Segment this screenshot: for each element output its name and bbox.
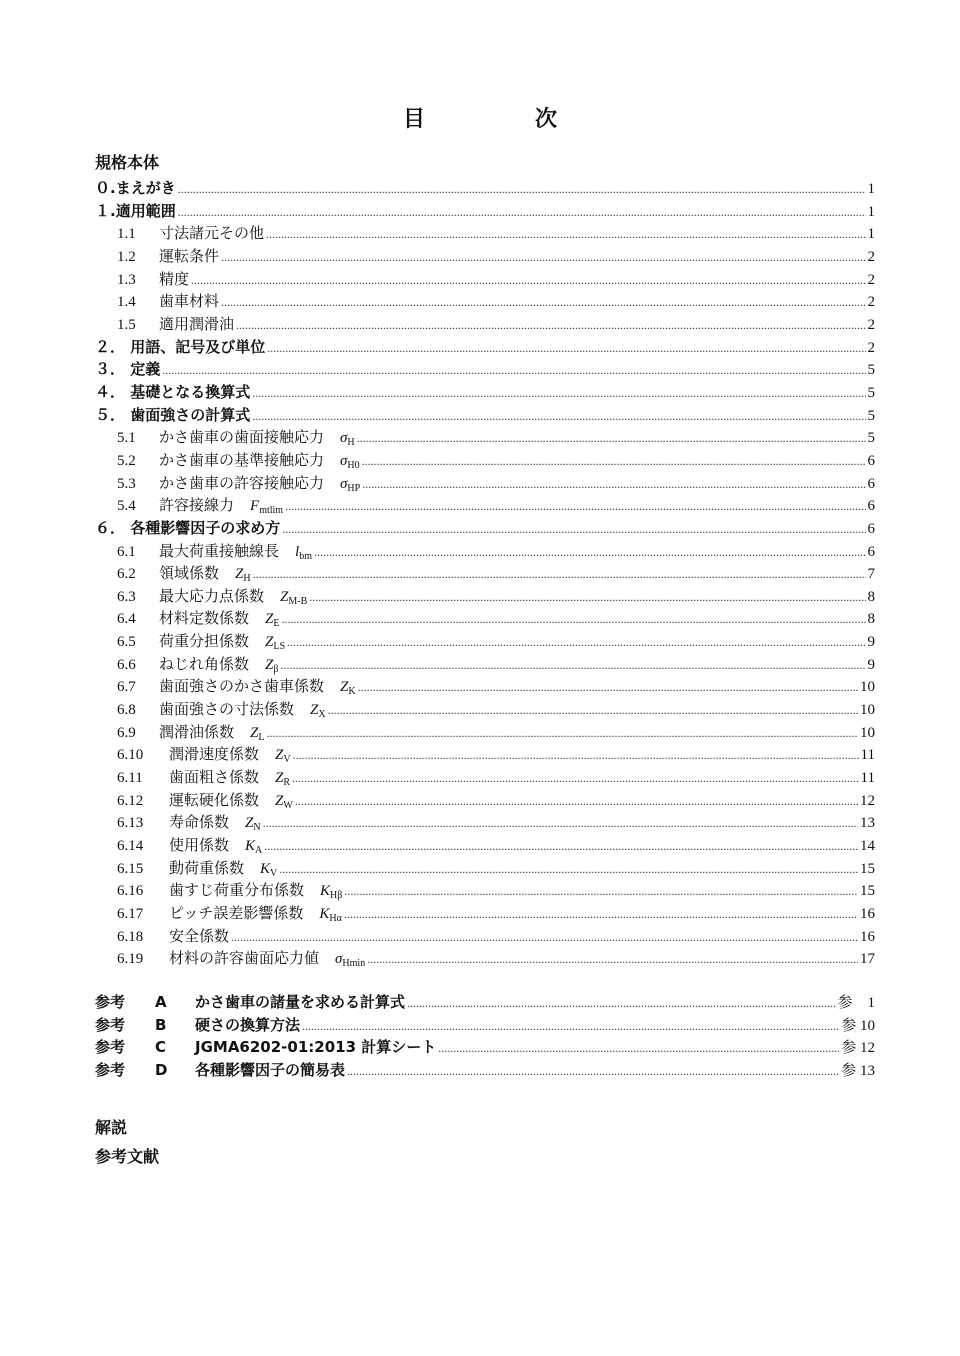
leader-dots <box>295 790 858 813</box>
toc-entry <box>95 177 875 200</box>
toc-entry <box>95 222 875 245</box>
annex-page-number: 参 12 <box>841 1040 875 1057</box>
leader-dots <box>252 382 865 405</box>
annex-entry-label <box>95 1036 436 1059</box>
symbol-subscript: HP <box>347 482 361 494</box>
toc-entry-number: 5.2 <box>117 452 136 469</box>
toc-entry-number: 1.4 <box>117 294 136 311</box>
toc-entry-title: 歯車材料 <box>159 292 220 311</box>
leader-dots <box>357 427 866 450</box>
toc-page-number: 6 <box>867 498 875 515</box>
toc-entry <box>95 766 875 789</box>
annex-page-number: 参 1 <box>837 995 875 1011</box>
toc-entry-label <box>95 245 219 269</box>
symbol-subscript: bm <box>299 550 312 562</box>
toc-page-number: 6 <box>867 475 875 492</box>
leader-dots <box>314 541 866 564</box>
toc-entry-number: 6.2 <box>117 566 136 583</box>
toc-entry-title: 歯面強さの寸法係数 <box>159 700 295 719</box>
symbol-letter: K <box>260 860 271 877</box>
toc-page-number: 2 <box>867 294 875 311</box>
toc-entry-number: 6.15 <box>117 860 144 877</box>
toc-entry <box>95 472 875 495</box>
leader-dots <box>293 744 859 767</box>
toc-entry <box>95 540 875 563</box>
toc-page-number: 11 <box>860 747 875 764</box>
toc-entry-label: ３． 定義 <box>95 360 161 379</box>
toc-entry-symbol <box>260 861 277 877</box>
toc-page-number: 17 <box>860 951 875 968</box>
toc-page-number: 15 <box>860 883 875 900</box>
leader-dots <box>282 518 865 541</box>
symbol-subscript: H <box>347 437 355 449</box>
symbol-subscript: L <box>258 731 265 743</box>
toc-page-number: 6 <box>867 452 875 469</box>
toc-page-number: 14 <box>860 838 875 855</box>
toc-page-number: 13 <box>860 815 875 832</box>
leader-dots <box>285 495 865 518</box>
toc-entry <box>95 449 875 472</box>
symbol-letter: σ <box>335 951 343 968</box>
symbol-letter: l <box>295 543 300 560</box>
annex-ref: 参考 <box>95 1060 126 1079</box>
toc-entry-title: 精度 <box>159 269 190 288</box>
toc-entry <box>95 290 875 313</box>
symbol-subscript: M-B <box>288 595 308 607</box>
toc-entry <box>95 857 875 880</box>
toc-entry-number: 6.14 <box>117 838 144 855</box>
toc-entry-label: ６． 各種影響因子の求め方 <box>95 518 281 537</box>
leader-dots <box>328 699 858 722</box>
toc-entry-title: 材料の許容歯面応力値 <box>169 949 320 968</box>
toc-entry <box>95 381 875 404</box>
toc-entry-number: 1.2 <box>117 248 136 265</box>
annex-page-number: 参 10 <box>841 1017 875 1034</box>
leader-dots <box>362 473 865 496</box>
leader-dots <box>178 178 866 201</box>
toc-entry-label: ４． 基礎となる換算式 <box>95 382 251 401</box>
toc-entry <box>95 404 875 427</box>
toc-page-number: 10 <box>860 724 875 741</box>
toc-page-number: 5 <box>867 384 875 401</box>
annex-entry-label <box>95 1014 300 1037</box>
toc-entry-symbol <box>280 589 307 605</box>
symbol-letter: Z <box>340 679 349 696</box>
toc-entry <box>95 789 875 812</box>
leader-dots <box>362 450 866 473</box>
toc-entry <box>95 879 875 902</box>
toc-page-number: 15 <box>860 860 875 877</box>
toc-entry <box>95 834 875 857</box>
toc-page-number: 5 <box>867 362 875 379</box>
leader-dots <box>358 676 858 699</box>
annex-ref: 参考 <box>95 1038 126 1057</box>
symbol-letter: K <box>319 906 330 922</box>
leader-dots <box>221 246 865 269</box>
toc-entry <box>95 517 875 540</box>
leader-dots <box>231 926 858 949</box>
toc-entry-title: 材料定数係数 <box>159 609 250 628</box>
symbol-letter: F <box>250 498 260 515</box>
toc-entry-title: 使用係数 <box>169 836 230 855</box>
annex-title: 各種影響因子の簡易表 <box>195 1060 346 1079</box>
toc-entry-label: ０.まえがき <box>95 179 176 197</box>
annex-title: かさ歯車の諸量を求める計算式 <box>195 993 406 1011</box>
toc-entry-label <box>95 947 365 976</box>
toc-entry-title: 適用潤滑油 <box>159 314 235 333</box>
toc-entry-symbol <box>275 793 293 809</box>
toc-entry-symbol <box>340 430 355 449</box>
toc-page-number: 1 <box>867 203 875 220</box>
toc-entry-number: 1.3 <box>117 271 136 288</box>
toc-entry-number: 6.19 <box>117 951 144 968</box>
toc-entry <box>95 902 875 925</box>
toc-page-number: 2 <box>867 316 875 333</box>
toc-page-number: 6 <box>867 543 875 560</box>
toc-page-number: 8 <box>867 588 875 605</box>
annex-entry <box>95 1036 875 1059</box>
toc-entry-label: ２． 用語、記号及び単位 <box>95 337 266 356</box>
toc-entry-symbol <box>335 951 366 970</box>
symbol-letter: Z <box>275 747 284 764</box>
toc-entry <box>95 313 875 336</box>
annex-ref: 参考 <box>95 993 126 1011</box>
toc-entry-title: 歯面粗さ係数 <box>169 768 260 787</box>
page-title: 目 次 <box>402 107 601 132</box>
leader-dots <box>347 1060 839 1083</box>
section-heading: 規格本体 <box>95 153 160 172</box>
annex-letter: D <box>155 1060 168 1079</box>
toc-entry-symbol <box>310 702 326 721</box>
symbol-letter: Z <box>235 566 244 583</box>
toc-entry-label <box>95 925 229 949</box>
leader-dots <box>279 858 858 881</box>
leader-dots <box>344 880 858 903</box>
symbol-letter: Z <box>265 656 274 673</box>
symbol-subscript: R <box>283 777 291 789</box>
toc-entry-title: ねじれ角係数 <box>159 654 250 673</box>
leader-dots <box>253 563 866 586</box>
toc-entry-number: 6.3 <box>117 588 136 605</box>
toc-entry-symbol <box>265 634 286 653</box>
toc-entry-number: 6.16 <box>117 883 144 900</box>
toc-entry-number: 6.8 <box>117 702 136 719</box>
toc-entry <box>95 925 875 948</box>
annex-title: 硬さの換算方法 <box>195 1015 301 1034</box>
toc-page-number: 10 <box>860 679 875 696</box>
toc-entry-symbol <box>275 770 291 789</box>
annex-title: JGMA6202-01:2013 計算シート <box>195 1038 437 1057</box>
toc-entry-title: 運転条件 <box>159 246 220 265</box>
toc-entry-number: 6.6 <box>117 656 136 673</box>
toc-entry-symbol <box>340 679 356 698</box>
annex-entry-label <box>95 1059 345 1082</box>
toc-page-number: 10 <box>860 702 875 719</box>
toc-page-number: 16 <box>860 928 875 945</box>
toc-entry-symbol <box>340 453 360 469</box>
toc-entry-label <box>95 268 189 292</box>
toc-entry-number: 1.1 <box>117 226 136 243</box>
toc-entry <box>95 721 875 744</box>
toc-page-number: 16 <box>860 906 875 922</box>
toc-page-number: 5 <box>867 407 875 424</box>
toc-page-number: 2 <box>867 271 875 288</box>
toc-entry-title: ピッチ誤差影響係数 <box>169 904 304 922</box>
symbol-letter: Z <box>275 792 284 809</box>
toc-entry-symbol <box>245 815 261 834</box>
toc-entry-title: 歯面強さのかさ歯車係数 <box>159 677 325 696</box>
leader-dots <box>178 201 866 224</box>
symbol-subscript: Hmin <box>342 958 366 970</box>
toc-entry-title: 領域係数 <box>159 564 220 583</box>
toc-entry-number: 5.1 <box>117 430 136 447</box>
toc-entry-symbol <box>250 725 264 741</box>
annex-entry <box>95 991 875 1014</box>
toc-entry-symbol <box>295 544 312 560</box>
leader-dots <box>407 992 835 1015</box>
toc-page-number: 6 <box>867 520 875 537</box>
toc-list <box>95 177 875 970</box>
leader-dots <box>266 223 865 246</box>
annex-list <box>95 991 875 1081</box>
toc-entry-symbol <box>319 906 341 922</box>
symbol-letter: Z <box>265 634 274 651</box>
symbol-subscript: mtlim <box>259 505 284 517</box>
symbol-subscript: H0 <box>347 459 360 471</box>
symbol-letter: K <box>245 838 256 855</box>
leader-dots <box>221 291 865 314</box>
toc-entry-symbol <box>275 747 291 766</box>
toc-entry-symbol <box>320 883 343 902</box>
symbol-subscript: K <box>348 686 356 698</box>
toc-entry-title: 荷重分担係数 <box>159 632 250 651</box>
symbol-letter: Z <box>310 702 319 719</box>
toc-entry-title: かさ歯車の歯面接触応力 <box>159 428 325 447</box>
symbol-letter: σ <box>340 430 348 447</box>
leader-dots <box>280 654 865 677</box>
toc-page-number: 5 <box>867 430 875 447</box>
toc-entry-title: かさ歯車の許容接触応力 <box>159 473 325 492</box>
symbol-subscript: H <box>243 573 251 585</box>
toc-entry-label <box>95 222 264 246</box>
toc-entry <box>95 426 875 449</box>
symbol-subscript: Hα <box>329 913 342 924</box>
toc-entry-number: 6.17 <box>117 906 144 922</box>
toc-entry-symbol <box>245 838 263 857</box>
toc-entry-label <box>95 290 219 314</box>
toc-entry-title: 潤滑速度係数 <box>169 745 260 764</box>
toc-entry <box>95 562 875 585</box>
toc-entry-number: 1.5 <box>117 316 136 333</box>
toc-entry-label: ５． 歯面強さの計算式 <box>95 405 251 424</box>
toc-entry-title: 安全係数 <box>169 926 230 945</box>
toc-entry-number: 6.10 <box>117 747 144 764</box>
toc-entry-title: 動荷重係数 <box>169 858 245 877</box>
symbol-letter: Z <box>250 724 259 741</box>
symbol-letter: Z <box>280 588 289 605</box>
annex-page-number: 参 13 <box>841 1062 875 1079</box>
toc-entry-title: 歯すじ荷重分布係数 <box>169 881 305 900</box>
symbol-subscript: E <box>273 618 280 630</box>
toc-page-number: 11 <box>860 770 875 787</box>
symbol-letter: σ <box>340 475 348 492</box>
toc-entry-symbol <box>340 476 360 492</box>
toc-entry-number: 6.12 <box>117 792 144 809</box>
leader-dots <box>264 835 858 858</box>
toc-entry <box>95 200 875 223</box>
symbol-letter: Z <box>275 770 284 787</box>
toc-page-number: 8 <box>867 611 875 628</box>
toc-page-number: 12 <box>860 792 875 809</box>
toc-entry-number: 6.1 <box>117 543 136 560</box>
symbol-subscript: LS <box>273 641 286 653</box>
toc-entry-title: かさ歯車の基準接触応力 <box>159 450 325 469</box>
symbol-subscript: W <box>283 799 293 811</box>
toc-entry-number: 5.3 <box>117 475 136 492</box>
toc-entry-number: 6.18 <box>117 928 144 945</box>
leader-dots <box>266 722 858 745</box>
toc-page-number: 9 <box>867 656 875 673</box>
symbol-letter: Z <box>245 815 254 832</box>
toc-entry-title: 許容接線力 <box>159 496 235 515</box>
toc-entry-label: １.適用範囲 <box>95 201 176 220</box>
annex-entry-label <box>95 991 405 1014</box>
toc-page-number: 2 <box>867 248 875 265</box>
toc-entry-number: 6.13 <box>117 815 144 832</box>
toc-page-number: 1 <box>867 181 875 197</box>
toc-entry <box>95 245 875 268</box>
symbol-subscript: β <box>273 663 279 675</box>
toc-entry <box>95 336 875 359</box>
leader-dots <box>191 269 865 292</box>
toc-entry-symbol <box>250 498 284 517</box>
toc-entry-symbol <box>235 566 251 585</box>
annex-entry <box>95 1059 875 1082</box>
toc-entry-title: 最大荷重接触線長 <box>159 541 280 560</box>
toc-entry <box>95 607 875 630</box>
toc-entry-title: 潤滑油係数 <box>159 722 235 741</box>
toc-entry-number: 5.4 <box>117 498 136 515</box>
annex-ref: 参考 <box>95 1015 126 1034</box>
toc-entry <box>95 675 875 698</box>
toc-entry-number: 6.9 <box>117 724 136 741</box>
symbol-subscript: Hβ <box>330 890 343 902</box>
toc-entry <box>95 630 875 653</box>
leader-dots <box>281 608 865 631</box>
toc-page-number: 9 <box>867 634 875 651</box>
toc-entry <box>95 494 875 517</box>
toc-entry-number: 6.4 <box>117 611 136 628</box>
annex-letter: C <box>155 1038 167 1057</box>
references-heading: 参考文献 <box>95 1147 160 1166</box>
leader-dots <box>287 631 865 654</box>
leader-dots <box>344 903 858 926</box>
symbol-subscript: N <box>253 822 261 834</box>
commentary-heading: 解説 <box>95 1118 128 1137</box>
toc-entry <box>95 743 875 766</box>
toc-entry <box>95 585 875 608</box>
leader-dots <box>263 812 858 835</box>
toc-entry-title: 運転硬化係数 <box>169 790 260 809</box>
symbol-subscript: X <box>318 709 326 721</box>
leader-dots <box>292 767 859 790</box>
toc-page-number: 7 <box>867 566 875 583</box>
annex-entry <box>95 1014 875 1037</box>
leader-dots <box>367 948 858 971</box>
toc-entry-number: 6.7 <box>117 679 136 696</box>
symbol-subscript: V <box>283 754 291 766</box>
toc-entry <box>95 268 875 291</box>
toc-entry-title: 寿命係数 <box>169 813 230 832</box>
toc-entry-title: 寸法諸元その他 <box>159 224 265 243</box>
symbol-letter: Z <box>265 611 274 628</box>
leader-dots <box>236 314 865 337</box>
symbol-letter: K <box>320 883 331 900</box>
leader-dots <box>309 586 865 609</box>
leader-dots <box>267 337 865 360</box>
leader-dots <box>302 1015 839 1038</box>
toc-page-number: 2 <box>867 339 875 356</box>
toc-entry-number: 6.5 <box>117 634 136 651</box>
annex-letter: B <box>155 1015 167 1034</box>
toc-entry-label <box>95 313 234 337</box>
toc-entry-symbol <box>265 611 280 630</box>
toc-entry <box>95 358 875 381</box>
symbol-subscript: V <box>270 867 278 879</box>
toc-entry-title: 最大応力点係数 <box>159 586 265 605</box>
leader-dots <box>438 1037 839 1060</box>
toc-entry <box>95 698 875 721</box>
toc-entry <box>95 811 875 834</box>
toc-entry <box>95 947 875 970</box>
leader-dots <box>252 405 865 428</box>
leader-dots <box>162 359 865 382</box>
symbol-letter: σ <box>340 452 348 469</box>
toc-entry-number: 6.11 <box>117 770 143 787</box>
annex-letter: A <box>155 993 167 1011</box>
toc-page-number: 1 <box>867 226 875 243</box>
toc-entry-symbol <box>265 657 278 673</box>
symbol-subscript: A <box>255 845 263 857</box>
toc-entry <box>95 653 875 676</box>
